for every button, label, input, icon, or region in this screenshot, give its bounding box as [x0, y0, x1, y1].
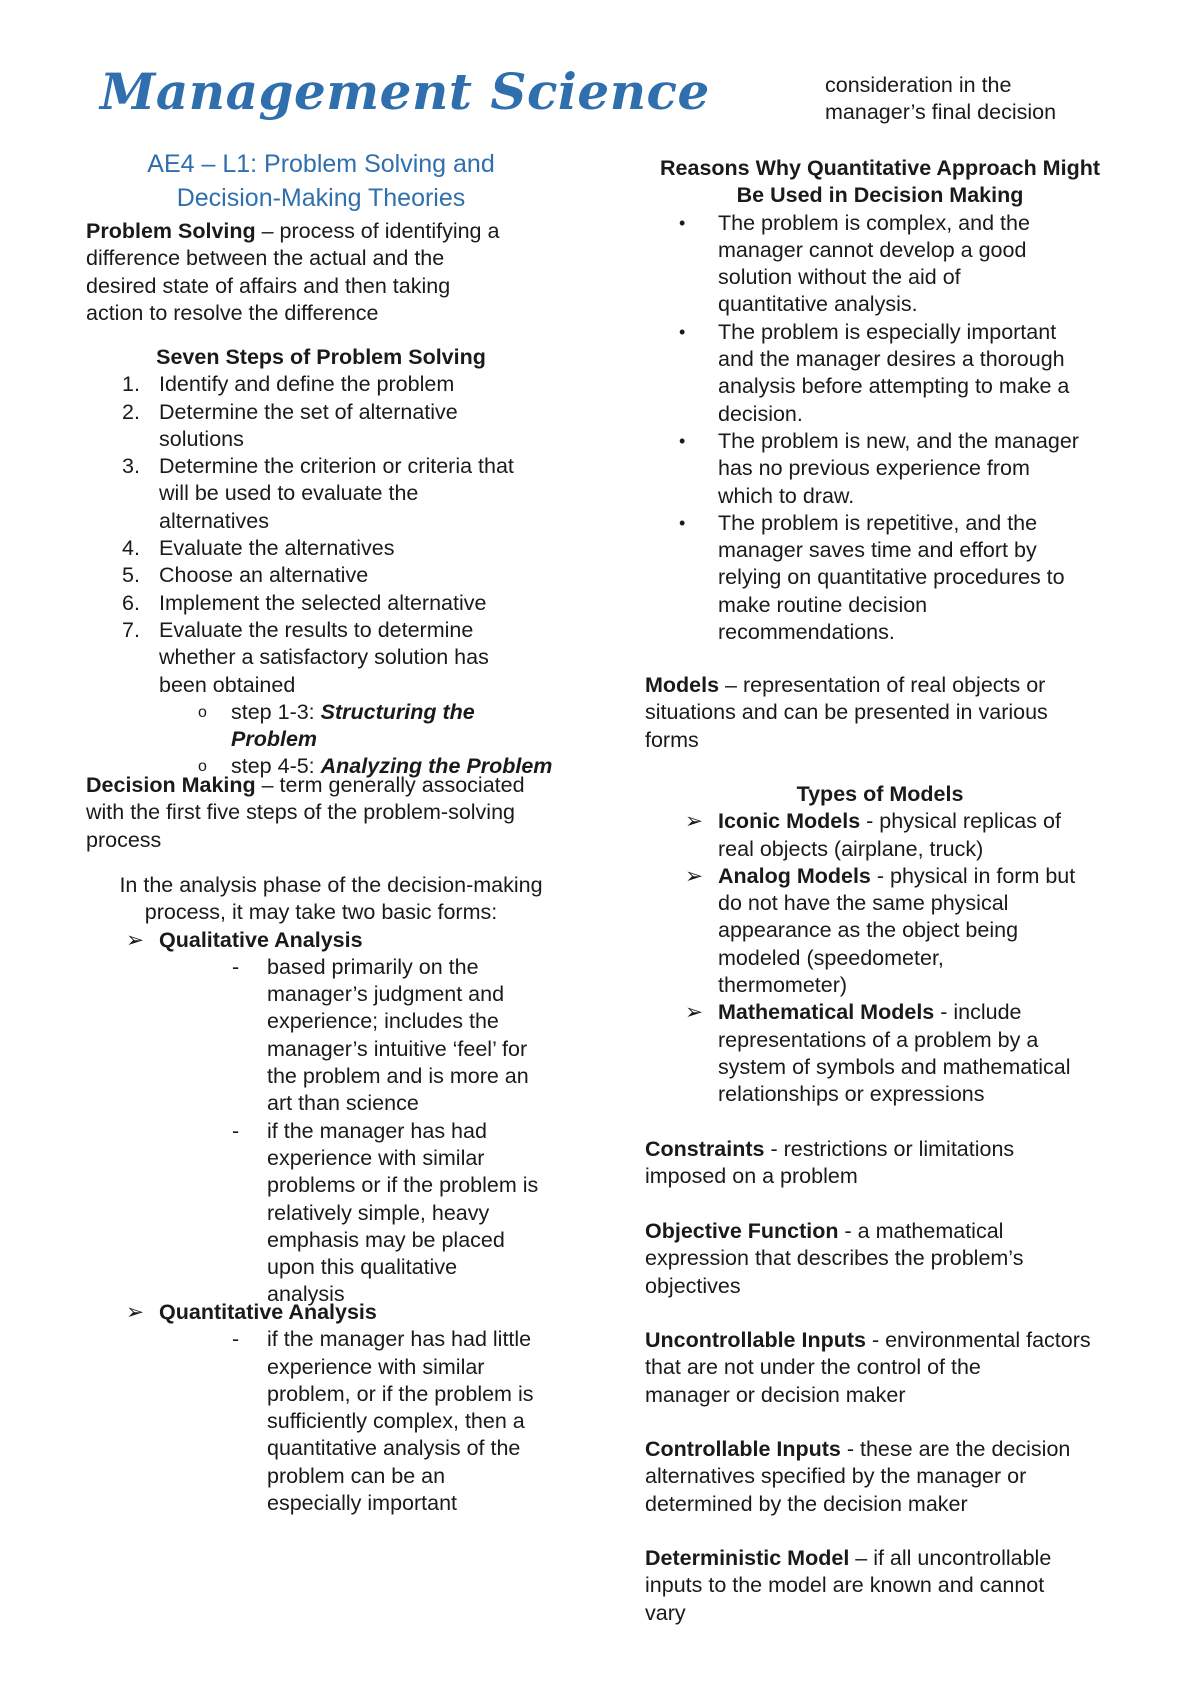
list-item [86, 954, 596, 1118]
reasons-list [645, 210, 1140, 647]
section-heading: Seven Steps of Problem Solving [156, 345, 486, 369]
definition-text: imposed on a problem [645, 1164, 858, 1189]
sublist-prefix: step 1-3: [231, 699, 321, 724]
sublist-emphasis: Structuring the [320, 699, 475, 724]
definition-text: process [86, 827, 162, 852]
list-text: decision. [718, 401, 803, 426]
models-definition [645, 672, 1140, 754]
dash-bullet-icon: - [232, 1118, 240, 1143]
arrow-bullet-icon: ➢ [685, 863, 704, 888]
list-text: relatively simple, heavy [267, 1200, 490, 1225]
list-text: art than science [267, 1091, 419, 1116]
definition-term: Iconic Models [718, 809, 861, 834]
sublist-emphasis: Analyzing the Problem [320, 754, 553, 779]
list-number: 6. [122, 590, 140, 615]
reasons-section [645, 155, 1140, 646]
list-text: will be used to evaluate the [159, 481, 419, 506]
sublist-prefix: step 4-5: [231, 754, 321, 779]
list-text: make routine decision [718, 592, 928, 617]
definition-text: modeled (speedometer, [718, 945, 944, 970]
arrow-bullet-icon: ➢ [685, 1000, 704, 1025]
qualitative-list [86, 954, 596, 1309]
list-text: quantitative analysis of the [267, 1436, 521, 1461]
problem-solving-definition [86, 218, 586, 327]
list-text: and the manager desires a thorough [718, 347, 1065, 372]
section-heading: Be Used in Decision Making [736, 183, 1024, 208]
definition-text: vary [645, 1600, 686, 1625]
list-item [86, 590, 586, 617]
list-text: solutions [159, 426, 244, 451]
list-text: manager cannot develop a good [718, 237, 1027, 262]
subsection-heading: Quantitative Analysis [159, 1300, 377, 1324]
list-text: whether a satisfactory solution has [159, 645, 489, 670]
definition-term: Constraints [645, 1137, 765, 1161]
seven-steps-section [86, 344, 586, 781]
definition-text: - environmental factors [865, 1328, 1091, 1352]
circle-bullet-icon: o [198, 758, 207, 776]
list-item [645, 863, 1140, 999]
steps-list [86, 371, 586, 699]
controllable-inputs-definition [645, 1436, 1140, 1518]
list-item [645, 808, 1140, 863]
definition-text: with the first five steps of the problem-solving [86, 800, 515, 825]
definition-text: do not have the same physical [718, 891, 1009, 916]
list-item [86, 453, 586, 535]
list-text: emphasis may be placed [267, 1227, 505, 1252]
list-text: Determine the criterion or criteria that [159, 454, 514, 479]
list-text: Identify and define the problem [159, 372, 455, 397]
list-text: Choose an alternative [159, 563, 369, 588]
list-text: upon this qualitative [267, 1255, 458, 1280]
definition-text: inputs to the model are known and cannot [645, 1573, 1045, 1598]
list-text: if the manager has had little [267, 1327, 532, 1352]
bullet-icon: • [679, 321, 686, 342]
list-text: sufficiently complex, then a [267, 1409, 525, 1434]
definition-text: appearance as the object being [718, 918, 1019, 943]
page-subtitle [86, 147, 556, 215]
list-number: 5. [122, 563, 140, 588]
quantitative-heading [86, 1299, 596, 1326]
arrow-bullet-icon: ➢ [126, 927, 145, 952]
list-item [645, 428, 1140, 510]
list-item [86, 535, 586, 562]
list-text: Determine the set of alternative [159, 399, 458, 424]
section-heading: Types of Models [796, 782, 964, 806]
list-item [86, 1118, 596, 1309]
list-item [86, 617, 586, 699]
list-text: the problem and is more an [267, 1064, 529, 1089]
subsection-heading: Qualitative Analysis [159, 927, 363, 952]
definition-text: - include [934, 1000, 1022, 1025]
definition-term: Deterministic Model [645, 1546, 850, 1570]
list-item [645, 210, 1140, 319]
list-text: been obtained [159, 672, 296, 697]
definition-term: Objective Function [645, 1219, 839, 1243]
list-text: recommendations. [718, 620, 895, 645]
quantitative-section [86, 1299, 596, 1517]
deterministic-model-definition [645, 1545, 1140, 1627]
definition-term: Analog Models [718, 863, 871, 888]
list-number: 2. [122, 399, 140, 424]
definition-text: action to resolve the difference [86, 300, 379, 325]
definition-text: forms [645, 727, 699, 752]
definition-text: - these are the decision [840, 1437, 1071, 1461]
list-text: experience; includes the [267, 1009, 499, 1034]
definition-text: determined by the decision maker [645, 1491, 968, 1516]
list-text: experience with similar [267, 1145, 485, 1170]
definition-text: real objects (airplane, truck) [718, 836, 984, 861]
qualitative-heading [86, 927, 596, 954]
bullet-icon: • [679, 430, 686, 451]
section-heading: Reasons Why Quantitative Approach Might [660, 156, 1100, 180]
list-text: manager’s judgment and [267, 982, 505, 1007]
list-text: problem can be an [267, 1463, 446, 1488]
definition-text: manager or decision maker [645, 1382, 906, 1407]
list-text: problem, or if the problem is [267, 1381, 534, 1406]
list-text: manager’s intuitive ‘feel’ for [267, 1036, 528, 1061]
definition-text: – process of identifying a [255, 219, 500, 243]
list-text: solution without the aid of [718, 265, 961, 290]
list-text: Evaluate the results to determine [159, 617, 474, 642]
list-text: The problem is repetitive, and the [718, 510, 1038, 535]
definition-text: that are not under the control of the [645, 1355, 981, 1380]
list-item [86, 562, 586, 589]
definition-text: relationships or expressions [718, 1082, 985, 1107]
list-item [645, 510, 1140, 646]
definition-text: - physical replicas of [860, 809, 1061, 834]
page-title: Management Science [100, 62, 710, 121]
definition-text: difference between the actual and the [86, 246, 445, 271]
sublist-emphasis: Problem [231, 727, 318, 752]
decision-making-definition [86, 772, 596, 854]
list-text: based primarily on the [267, 954, 479, 979]
list-text: Evaluate the alternatives [159, 536, 395, 561]
definition-term: Mathematical Models [718, 1000, 935, 1025]
steps-sublist [86, 699, 586, 781]
list-item [645, 999, 1140, 1108]
analysis-intro: process, it may take two basic forms: [144, 900, 498, 925]
paragraph-line: consideration in the [825, 73, 1012, 97]
definition-text: thermometer) [718, 973, 848, 998]
continuation-text [825, 72, 1135, 127]
constraints-definition [645, 1136, 1140, 1191]
list-text: quantitative analysis. [718, 292, 918, 317]
list-text: problems or if the problem is [267, 1173, 539, 1198]
definition-term: Models [645, 673, 720, 697]
definition-text: situations and can be presented in various [645, 700, 1048, 725]
paragraph-line: manager’s final decision [825, 100, 1057, 125]
list-item [86, 1326, 596, 1517]
list-item [86, 399, 586, 454]
definition-text: - a mathematical [838, 1219, 1004, 1243]
uncontrollable-inputs-definition [645, 1327, 1155, 1409]
dash-bullet-icon: - [232, 1327, 240, 1352]
list-number: 7. [122, 617, 140, 642]
definition-text: representations of a problem by a [718, 1027, 1039, 1052]
definition-text: – term generally associated [255, 773, 525, 797]
dash-bullet-icon: - [232, 954, 240, 979]
objective-function-definition [645, 1218, 1140, 1300]
definition-text: desired state of affairs and then taking [86, 273, 451, 298]
definition-text: - physical in form but [870, 863, 1076, 888]
analysis-section [86, 872, 596, 1309]
list-text: The problem is new, and the manager [718, 428, 1079, 453]
definition-text: alternatives specified by the manager or [645, 1464, 1027, 1489]
list-text: alternatives [159, 508, 269, 533]
arrow-bullet-icon: ➢ [126, 1300, 145, 1324]
list-text: Implement the selected alternative [159, 590, 487, 615]
definition-term: Decision Making [86, 773, 256, 797]
list-text: The problem is complex, and the [718, 210, 1030, 235]
list-item [645, 319, 1140, 428]
analysis-intro: In the analysis phase of the decision-making [119, 873, 543, 897]
quantitative-list [86, 1326, 596, 1517]
circle-bullet-icon: o [198, 703, 207, 721]
bullet-icon: • [679, 512, 686, 533]
definition-term: Controllable Inputs [645, 1437, 841, 1461]
list-number: 1. [122, 372, 140, 397]
list-text: relying on quantitative procedures to [718, 565, 1065, 590]
list-number: 4. [122, 536, 140, 561]
list-text: especially important [267, 1491, 458, 1516]
subtitle-line: AE4 – L1: Problem Solving and [147, 150, 495, 178]
list-text: experience with similar [267, 1354, 485, 1379]
definition-text: objectives [645, 1273, 741, 1298]
definition-text: - restrictions or limitations [764, 1137, 1015, 1161]
bullet-icon: • [679, 212, 686, 233]
list-item [86, 371, 586, 398]
list-number: 3. [122, 454, 140, 479]
list-text: has no previous experience from [718, 456, 1030, 481]
list-text: The problem is especially important [718, 319, 1057, 344]
list-text: analysis before attempting to make a [718, 374, 1070, 399]
types-of-models-section [645, 781, 1140, 1109]
list-text: if the manager has had [267, 1118, 487, 1143]
subtitle-line: Decision-Making Theories [176, 184, 466, 212]
definition-text: – representation of real objects or [719, 673, 1046, 697]
list-text: analysis [267, 1282, 345, 1307]
definition-text: system of symbols and mathematical [718, 1054, 1071, 1079]
definition-text: expression that describes the problem’s [645, 1246, 1024, 1271]
sublist-item [86, 699, 586, 754]
definition-term: Uncontrollable Inputs [645, 1328, 866, 1352]
list-text: manager saves time and effort by [718, 538, 1037, 563]
list-text: which to draw. [718, 483, 855, 508]
arrow-bullet-icon: ➢ [685, 809, 704, 834]
definition-term: Problem Solving [86, 219, 256, 243]
definition-text: – if all uncontrollable [849, 1546, 1052, 1570]
